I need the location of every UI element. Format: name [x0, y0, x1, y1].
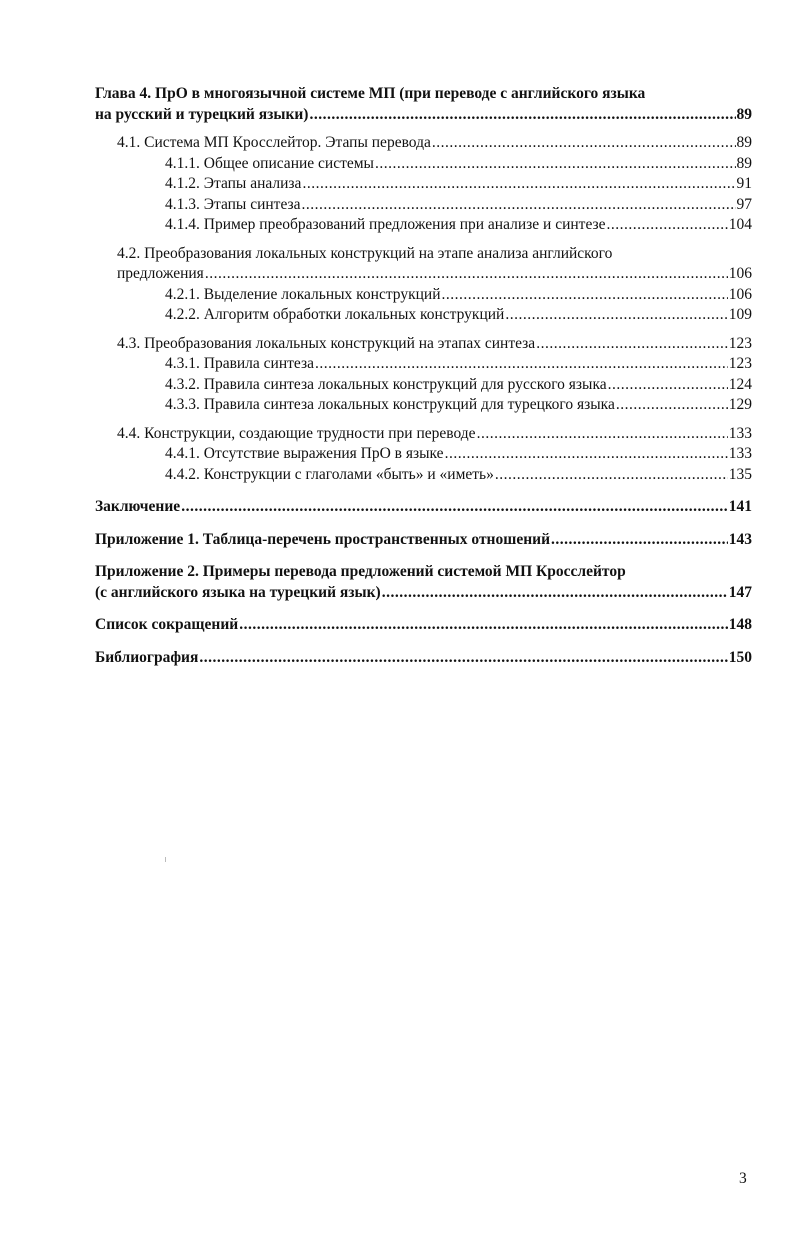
toc-entry-title: 4.2.2. Алгоритм обработки локальных конструкций: [165, 306, 505, 323]
dot-leader: [382, 583, 728, 604]
toc-entry-4-4-2[interactable]: [95, 465, 752, 486]
toc-entry-title: предложения: [117, 265, 204, 282]
toc-page-number: 109: [728, 306, 752, 323]
toc-page-number: 123: [728, 334, 752, 352]
toc-entry-title: Глава 4. ПрО в многоязычной системе МП (при переводе с английского языка: [95, 85, 646, 102]
toc-page-number: 150: [728, 648, 752, 666]
toc-entry-4-3-1[interactable]: [95, 354, 752, 375]
toc-entry-title: Список сокращений: [95, 616, 239, 633]
toc-page-number: 89: [736, 154, 752, 172]
dot-leader: [199, 648, 727, 669]
toc-entry-title: Библиография: [95, 648, 199, 666]
toc-entry-appendix-1[interactable]: [95, 530, 752, 551]
toc-entry-title: 4.1.4. Пример преобразований предложения при анализе и синтезе: [165, 216, 606, 233]
toc-entry-4-1[interactable]: [95, 133, 752, 154]
toc-page-number: 104: [728, 216, 752, 233]
toc-entry-title: 4.3. Преобразования локальных конструкций на этапах синтеза: [117, 334, 536, 352]
toc-entry-4-1-1[interactable]: [95, 154, 752, 175]
toc-entry-4-2-1[interactable]: [95, 285, 752, 306]
toc-page-number: 123: [728, 355, 752, 372]
toc-entry-appendix-2[interactable]: [95, 562, 752, 603]
toc-page-number: 135: [728, 465, 752, 483]
toc-page-number: 147: [728, 583, 752, 601]
dot-leader: [477, 424, 728, 445]
table-of-contents: [95, 84, 752, 668]
toc-entry-title: 4.3.2. Правила синтеза локальных конструкций для русского языка: [165, 375, 607, 393]
toc-entry-title: 4.1. Система МП Кросслейтор. Этапы перевода: [117, 134, 431, 151]
dot-leader: [309, 105, 735, 126]
toc-entry-title: 4.1.2. Этапы анализа: [165, 175, 302, 192]
dot-leader: [432, 133, 736, 154]
toc-page-number: 97: [736, 195, 752, 213]
toc-entry-4-3-2[interactable]: [95, 375, 752, 396]
toc-page-number: 91: [736, 175, 752, 192]
toc-page-number: 129: [728, 396, 752, 413]
toc-entry-title: 4.4. Конструкции, создающие трудности при переводе: [117, 424, 476, 442]
toc-entry-4-4-1[interactable]: [95, 444, 752, 465]
dot-leader: [302, 174, 735, 195]
dot-leader: [239, 615, 728, 636]
scan-speck: [165, 857, 166, 862]
toc-page-number: 124: [728, 375, 752, 393]
toc-entry-title: 4.2. Преобразования локальных конструкций на этапе анализа английского: [117, 244, 613, 262]
toc-page-number: 89: [736, 134, 752, 151]
dot-leader: [375, 154, 736, 175]
toc-entry-conclusion[interactable]: [95, 497, 752, 518]
dot-leader: [608, 375, 728, 396]
dot-leader: [315, 354, 728, 375]
toc-page-number: 89: [736, 105, 752, 123]
toc-entry-4-3-3[interactable]: [95, 395, 752, 416]
toc-entry-title: Приложение 1. Таблица-перечень пространственных отношений: [95, 530, 550, 548]
toc-entry-title: 4.1.3. Этапы синтеза: [165, 195, 301, 213]
dot-leader: [607, 215, 728, 236]
toc-page-number: 141: [728, 498, 752, 515]
dot-leader: [505, 305, 727, 326]
toc-page-number: 133: [728, 424, 752, 442]
dot-leader: [536, 334, 728, 355]
dot-leader: [181, 497, 728, 518]
toc-page-number: 106: [728, 285, 752, 303]
dot-leader: [551, 530, 728, 551]
toc-entry-title: (с английского языка на турецкий язык): [95, 583, 381, 601]
dot-leader: [442, 285, 728, 306]
dot-leader: [495, 465, 728, 486]
toc-page-number: 143: [728, 530, 752, 548]
toc-entry-4-4[interactable]: [95, 424, 752, 445]
toc-entry-title: 4.4.2. Конструкции с глаголами «быть» и «иметь»: [165, 465, 494, 483]
toc-entry-title: 4.2.1. Выделение локальных конструкций: [165, 285, 441, 303]
dot-leader: [445, 444, 728, 465]
page-number: 3: [739, 1170, 747, 1187]
toc-entry-title: Приложение 2. Примеры перевода предложений системой МП Кросслейтор: [95, 563, 626, 580]
toc-entry-chapter-4[interactable]: [95, 84, 752, 125]
toc-entry-title: 4.3.1. Правила синтеза: [165, 355, 314, 372]
toc-page-number: 106: [728, 265, 752, 282]
toc-entry-4-2[interactable]: [95, 244, 752, 285]
dot-leader: [205, 264, 728, 285]
toc-entry-title: 4.4.1. Отсутствие выражения ПрО в языке: [165, 445, 444, 462]
toc-entry-title: 4.1.1. Общее описание системы: [165, 154, 374, 172]
dot-leader: [616, 395, 728, 416]
toc-entry-title: на русский и турецкий языки): [95, 105, 309, 123]
toc-entry-4-1-3[interactable]: [95, 195, 752, 216]
toc-entry-4-2-2[interactable]: [95, 305, 752, 326]
toc-entry-title: Заключение: [95, 498, 181, 515]
toc-entry-4-3[interactable]: [95, 334, 752, 355]
toc-entry-title: 4.3.3. Правила синтеза локальных конструкций для турецкого языка: [165, 396, 615, 413]
toc-entry-4-1-2[interactable]: [95, 174, 752, 195]
toc-entry-abbreviations[interactable]: [95, 615, 752, 636]
toc-page-number: 133: [728, 445, 752, 462]
toc-entry-bibliography[interactable]: [95, 648, 752, 669]
toc-entry-4-1-4[interactable]: [95, 215, 752, 236]
dot-leader: [302, 195, 736, 216]
toc-page-number: 148: [728, 616, 752, 633]
